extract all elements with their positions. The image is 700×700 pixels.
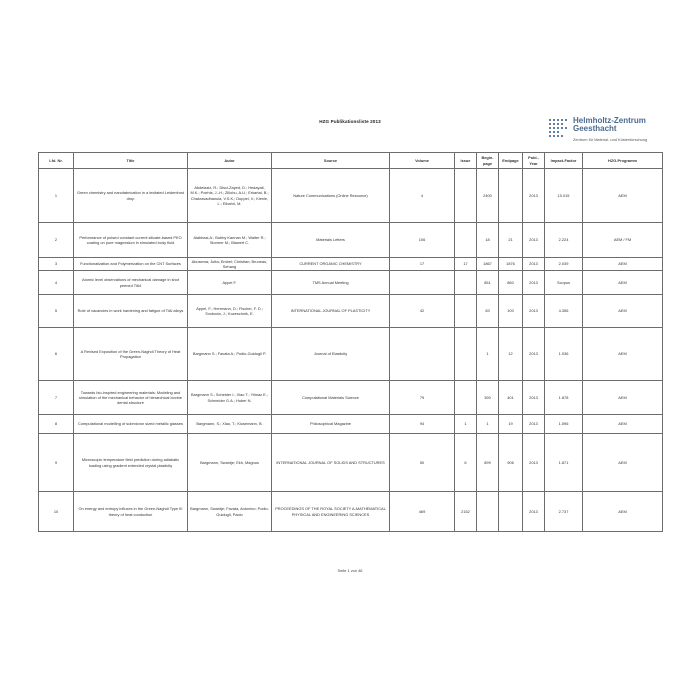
header-publ-year: Publ.-Year [523,153,545,169]
cell-author: Appel, F.; Herrmann, D.; Fischer, F. D.; Svoboda, J.; Kozeschnik, E. [188,295,272,328]
cell-title: Computational modelling of submicron sized metallic glasses [74,415,188,434]
cell-nr: 7 [39,381,74,415]
cell-endpage: 1876 [499,258,523,271]
cell-title: Performance of pulsed constant current silicate-based PEO coating on pure magnesium in simulated body fluid [74,223,188,258]
cell-nr: 1 [39,169,74,223]
cell-begin-page [477,492,499,532]
cell-title: Atomic level observations of mechanical damage in shot peened Ti64 [74,271,188,295]
cell-begin-page: 899 [477,434,499,492]
cell-issue [455,169,477,223]
hzg-logo [549,117,661,147]
cell-program: AEM [583,434,663,492]
cell-nr: 2 [39,223,74,258]
cell-author: Appel F. [188,271,272,295]
cell-volume: 42 [390,295,455,328]
cell-nr: 8 [39,415,74,434]
cell-issue: 1 [455,415,477,434]
table-row [39,258,663,271]
cell-impact: 1.036 [545,328,583,381]
cell-year: 2013 [523,492,545,532]
logo-name-line2: Geesthacht [573,124,617,134]
cell-begin-page: 1867 [477,258,499,271]
cell-title: Microscopic temperature field prediction during adiabatic loading using gradient extended crystal plasticity [74,434,188,492]
table-header-row [39,153,663,169]
table-row [39,492,663,532]
logo-name [573,117,646,134]
cell-issue [455,328,477,381]
cell-program: AEM / FM [583,223,663,258]
cell-nr: 3 [39,258,74,271]
cell-volume [390,271,455,295]
cell-impact: 1.878 [545,381,583,415]
cell-issue [455,223,477,258]
cell-source: PROCEEDINGS OF THE ROYAL SOCIETY A-MATHEMATICAL PHYSICAL AND ENGINEERING SCIENCES [272,492,390,532]
cell-endpage: 21 [499,223,523,258]
cell-endpage [499,169,523,223]
cell-begin-page: 1 [477,328,499,381]
publication-table [38,152,663,532]
table-row [39,223,663,258]
cell-nr: 6 [39,328,74,381]
cell-program: AEM [583,271,663,295]
cell-begin-page: 851 [477,271,499,295]
cell-impact: 1.596 [545,415,583,434]
cell-year: 2013 [523,169,545,223]
cell-author: Bargmann, Swantje; Ekh, Magnus [188,434,272,492]
cell-year: 2013 [523,271,545,295]
cell-impact: 1.871 [545,434,583,492]
cell-title: Green chemistry and nanofabrication in a levitated Leidenfrost drop [74,169,188,223]
cell-impact: 10.015 [545,169,583,223]
cell-year: 2013 [523,328,545,381]
cell-year: 2013 [523,223,545,258]
cell-nr: 10 [39,492,74,532]
cell-program: AEM [583,169,663,223]
cell-volume: 4 [390,169,455,223]
cell-source: Computational Materials Science [272,381,390,415]
cell-begin-page: 2400 [477,169,499,223]
cell-title: A Revised Exposition of the Green-Naghdi Theory of Heat Propagation [74,328,188,381]
cell-title: Role of vacancies in work hardening and fatigue of TiAl alloys [74,295,188,328]
logo-grid-icon [549,119,569,139]
cell-year: 2013 [523,295,545,328]
cell-nr: 4 [39,271,74,295]
cell-source: INTERNATIONAL JOURNAL OF PLASTICITY [272,295,390,328]
header-source: Source [272,153,390,169]
cell-author: Bargmann, Swantje; Favata, Antonino; Podio-Guidugli, Paolo [188,492,272,532]
cell-author: Alabbasi,A.; Bobby Kannan M.; Walter R.; Stormer M.; Blawert C. [188,223,272,258]
header-volume: Volume [390,153,455,169]
cell-program: AEM [583,295,663,328]
cell-author: Bargmann S.; Favata A.; Podio-Guidugli P. [188,328,272,381]
cell-issue [455,295,477,328]
cell-year: 2013 [523,415,545,434]
cell-volume: 94 [390,415,455,434]
cell-source: Philosophical Magazine [272,415,390,434]
cell-begin-page: 390 [477,381,499,415]
cell-begin-page: 18 [477,223,499,258]
cell-nr: 9 [39,434,74,492]
page-footer: Seite 1 von 46 [337,568,363,573]
cell-title: Towards bio-inspired engineering materials: Modeling and simulation of the mechanical behavior of hierarchical bovine dental structure [74,381,188,415]
cell-issue [455,381,477,415]
cell-volume: 469 [390,492,455,532]
cell-title: On energy and entropy influxes in the Green-Naghdi Type III theory of heat conduction [74,492,188,532]
header-title: Title [74,153,188,169]
header-impact-factor: Impact-Factor [545,153,583,169]
cell-source: Materials Letters [272,223,390,258]
cell-endpage: 401 [499,381,523,415]
cell-endpage: 100 [499,295,523,328]
cell-volume: 17 [390,258,455,271]
table-row [39,415,663,434]
table-row [39,328,663,381]
cell-issue: 17 [455,258,477,271]
cell-impact: 2.737 [545,492,583,532]
cell-year: 2013 [523,434,545,492]
cell-impact: Scopus [545,271,583,295]
table-row [39,434,663,492]
table-row [39,381,663,415]
header-lfd-nr: Lfd. Nr. [39,153,74,169]
table-row [39,169,663,223]
cell-impact: 2.039 [545,258,583,271]
cell-nr: 5 [39,295,74,328]
cell-issue: 2152 [455,492,477,532]
cell-volume: 106 [390,223,455,258]
cell-endpage [499,492,523,532]
cell-program: AEM [583,415,663,434]
cell-author: Abusema; Jutta; Embel; Christian; Bruneau, Sehang [188,258,272,271]
cell-endpage: 860 [499,271,523,295]
cell-source: CURRENT ORGANIC CHEMISTRY [272,258,390,271]
logo-name-line1: Helmholtz-Zentrum [573,116,646,125]
header-author: Autor [188,153,272,169]
cell-author: Bargmann, S.; Xiao, T.; Klusemann, B. [188,415,272,434]
cell-year: 2013 [523,381,545,415]
header-issue: Issue [455,153,477,169]
header-endpage: Endpage [499,153,523,169]
cell-impact: 2.224 [545,223,583,258]
cell-program: AEM [583,381,663,415]
cell-endpage: 19 [499,415,523,434]
cell-endpage: 906 [499,434,523,492]
cell-source: TMS Annual Meeting [272,271,390,295]
logo-subtitle: Zentrum für Material- und Küstenforschung [573,137,648,142]
cell-program: AEM [583,328,663,381]
cell-author: Bargmann S.; Scheider I.; Xiao T.; Yilmaz E.; Schneider G.A.; Huber N. [188,381,272,415]
cell-source: Nature Communications (Online Resource) [272,169,390,223]
header-hzg-programm: HZG-Programm [583,153,663,169]
page-title: HZG Publikationsliste 2013 [319,119,381,124]
cell-source: Journal of Elasticity [272,328,390,381]
cell-begin-page: 1 [477,415,499,434]
cell-volume [390,328,455,381]
cell-title: Functionalization and Polymerization on the CNT Surfaces [74,258,188,271]
cell-program: AEM [583,492,663,532]
cell-issue [455,271,477,295]
cell-volume: 79 [390,381,455,415]
cell-source: INTERNATIONAL JOURNAL OF SOLIDS AND STRUCTURES [272,434,390,492]
cell-year: 2013 [523,258,545,271]
cell-impact: 4.356 [545,295,583,328]
cell-author: Abdelaziz, R.; Disci-Zayed, D.; Hedayati, M.K.; Poehls, J.-H.; Zillohu, A.U.; Erkartal, B.; Chakravadhanula, V.S.K.; Duppel, V.; Kienle, L.; Elbahri, M. [188,169,272,223]
cell-volume: 50 [390,434,455,492]
cell-endpage: 12 [499,328,523,381]
cell-begin-page: 83 [477,295,499,328]
cell-program: AEM [583,258,663,271]
cell-issue: 6 [455,434,477,492]
table-row [39,271,663,295]
header-begin-page: Begin-page [477,153,499,169]
table-row [39,295,663,328]
